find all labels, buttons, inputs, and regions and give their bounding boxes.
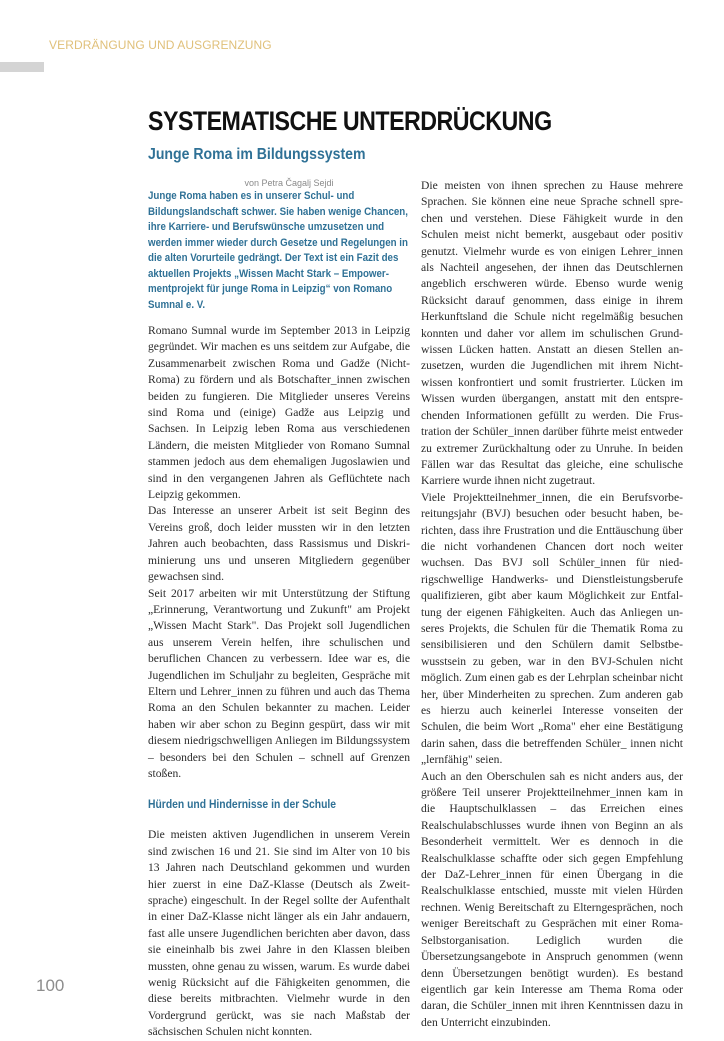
- section-marker-tab: [0, 62, 44, 72]
- lead-paragraph: Junge Roma haben es in unserer Schul- und Bildungslandschaft schwer. Sie haben wenige Chancen, ihre Karriere- und Berufswünsche umzusetzen und werden immer wieder durch Gesetze und Regelungen in die alten Vorurteile gedrängt. Der Text ist ein Fazit des aktuellen Projekts „Wissen Macht Stark – Empowermentprojekt für junge Roma in Leipzig“ von Romano Sumnal e. V.: [148, 190, 408, 311]
- page-number: 100: [36, 976, 65, 995]
- article-subtitle: Junge Roma im Bildungssystem: [148, 146, 366, 163]
- left-column: [148, 178, 410, 1041]
- body-paragraph: Seit 2017 arbeiten wir mit Unterstützung der Stiftung „Erinnerung, Verantwortung und Zukunft" am Projekt „Wissen Macht Stark". Das Projekt soll Jugendlichen aus unserem Verein helfen, ihre schulischen und beruflichen Chancen zu verbessern. Idee war es, die Jugendlichen im Schuljahr zu begleiten, Gespräche mit Eltern und Lehrer_innen zu führen und auch das Thema Roma an den Schulen bekannter zu machen. Leider haben wir aber schon zu Beginn gespürt, dass wir mit diesem niedrigschwelligen Anliegen im Bildungssystem – besonders bei den Schulen – schnell auf Grenzen stoßen.: [148, 586, 410, 780]
- body-paragraph: Die meisten von ihnen sprechen zu Hause mehrere Sprachen. Sie können eine neue Sprache schnell sprechen und verstehen. Diese Fähigkeit wurde in den Schulen meist nicht bemerkt, ausgebaut oder positiv genutzt. Vielmehr wurde es von einigen Lehrer_innen als Nachteil angesehen, der ihnen das Deutschlernen angeblich erschweren würde. Ebenso wurde wenig Rücksicht darauf genommen, dass einige in ihrem Herkunftsland die Schule nicht regelmäßig besuchen konnten und daher vor allem im schulischen Grundwissen Lücken hatten. Anstatt an diesen Stellen anzusetzen, wurden die Jugendlichen mit ihrem Nichtwissen konfrontiert und somit frustrierter. Lücken im Wissen wurden übergangen, anstatt mit den entsprechenden Informationen gefüllt zu werden. Die Frustration der Schüler_innen darüber führte meist entweder zu extremer Zurückhaltung oder zu Unruhe. In beiden Fällen war das Resultat das gleiche, eine schulische Karriere wurde ihnen nicht zugetraut.: [421, 179, 683, 488]
- body-paragraph: Das Interesse an unserer Arbeit ist seit Beginn des Vereins groß, doch leider mussten wir in den letzten Jahren auch beobachten, dass Rassismus und Diskriminierung uns und unseren Mitgliedern gegenüber gewachsen sind.: [148, 504, 410, 584]
- body-paragraph: Viele Projektteilnehmer_innen, die ein Berufsvorbereitungsjahr (BVJ) besuchen oder besucht haben, berichten, dass ihre Frustration und die Enttäuschung über die nicht vorhandenen Chancen dort noch weiter wuchsen. Das BVJ soll Schüler_innen für niedrigschwellige Handwerks- und Dienstleistungsberufe qualifizieren, gibt aber kaum Möglichkeit zur Entfaltung der eigenen Fähigkeiten. Auch das Anliegen unseres Projekts, die Schulen für die Thematik Roma zu sensibilisieren und den Schülern damit Selbstbewusstsein zu geben, war in den BVJ-Schulen nicht möglich. Zum einen gab es der Lehrplan scheinbar nicht her, über Minderheiten zu sprechen. Zum anderen gab es hierzu auch keinerlei Interesse vonseiten der Schulen, die beim Wort „Roma" eher eine Bestätigung darin sahen, dass die betreffenden Schüler_ innen nicht „lernfähig" seien.: [421, 490, 683, 767]
- author-byline: von Petra Čagalj Sejdi: [244, 178, 334, 188]
- running-head: VERDRÄNGUNG UND AUSGRENZUNG: [49, 38, 272, 52]
- right-column: [421, 178, 683, 1031]
- section-heading: Hürden und Hindernisse in der Schule: [148, 799, 337, 812]
- body-paragraph: Auch an den Oberschulen sah es nicht anders aus, der größere Teil unserer Projektteilnehmer_innen kam in die Hauptschulklassen – das Erreichen eines Realschulabschlusses wurde ihnen von Beginn an als Besonderheit vermittelt. Wer es dennoch in die Realschulklasse schaffte oder sich gegen Empfehlung der DaZ-Lehrer_innen für einen Übergang in die Realschulklasse entschied, musste mit vielen Hürden rechnen. Wenig Bereitschaft zu Elterngesprächen, noch weniger Bereitschaft zu Gesprächen mit einer Roma-Selbstorganisation. Lediglich wurden die Übersetzungsangebote in Anspruch genommen (wenn denn Übersetzungen benötigt wurden). Es bestand eigentlich gar kein Interesse am Thema Roma oder daran, die Schüler_innen mit ihren Kenntnissen dazu in den Unterricht einzubinden.: [421, 769, 683, 1029]
- body-paragraph: Romano Sumnal wurde im September 2013 in Leipzig gegründet. Wir machen es uns seitdem zur Aufgabe, die Zusammenarbeit zwischen Roma und Gadže (Nicht-Roma) zu fördern und als Botschafter_innen zwischen beiden zu fungieren. Die Mitglieder unseres Vereins sind Roma und (einige) Gadže aus Leipzig und Sachsen. In Leipzig leben Roma aus verschiedenen Ländern, die meisten Mitglieder von Romano Sumnal stammen jedoch aus dem ehemaligen Jugoslawien und sind in den vergangenen Jahren als Geflüchtete nach Leipzig gekommen.: [148, 324, 410, 502]
- article-title: SYSTEMATISCHE UNTERDRÜCKUNG: [148, 106, 552, 136]
- body-paragraph: Die meisten aktiven Jugendlichen in unserem Verein sind zwischen 16 und 21. Sie sind im Alter von 10 bis 13 Jahren nach Deutschland gekommen und wurden hier zuerst in eine DaZ-Klasse (Deutsch als Zweitsprache) eingeschult. In der Regel sollte der Aufenthalt in einer DaZ-Klasse nicht länger als ein Jahr andauern, fast alle unsere Jugendlichen berichten aber davon, dass sie eineinhalb bis zwei Jahre in den Klassen bleiben mussten, ohne genau zu wissen, warum. Es wurde dabei wenig Rücksicht auf die Fähigkeiten genommen, die diese bereits mitbrachten. Vielmehr wurde in den Vordergrund gerückt, was sie nach Maßstab der sächsischen Schulen nicht konnten.: [148, 828, 410, 1039]
